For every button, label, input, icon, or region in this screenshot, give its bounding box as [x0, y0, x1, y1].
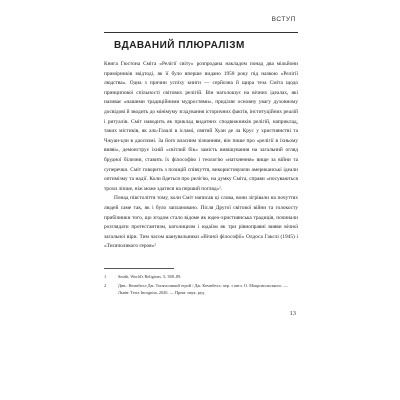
section-title: ВДАВАНИЙ ПЛЮРАЛІЗМ: [114, 40, 245, 51]
footnote-text: Smith, World's Religions. 5, 388–89.: [118, 274, 182, 279]
footnotes: [104, 274, 298, 298]
running-head: ВСТУП: [271, 16, 296, 23]
body-text: [104, 60, 298, 252]
footnote: [104, 274, 298, 281]
footnote: [104, 283, 298, 297]
footnote-number: 1: [104, 274, 107, 279]
footnote-rule: [104, 268, 174, 269]
paragraph: Понад півстоліття тому, коли Сміт написав ці слова, вони зігрівали на почуттях людей саме так, як і було заплановано. Після Другої світової війни та голокосту прибічники того, що згодом стало відоме як юдео-християнська традиція, починали розглядати протестантизм, католицизм і юдаїзм як три рівноправні вияви вічної загальної віри. Тим часом шанувальники «Вічної філософії» Олдоса Гакслі (1945) і «Тисячоликого героя»²: [104, 195, 298, 250]
header-rule: [104, 32, 298, 33]
paragraph: Книга Гюстона Сміта «Релігії світу» розпродана накладом понад два мільйони примірників звідтоді, як її було вперше видано 1958 року під назвою «Релігії людства». Одна з причин успіху книги — серйозна й щира теза Сміта щодо принципової спільності світових релігій. Він наголошує на вічних ідеалах, які називає «нашими традиційними мудростями», приділяє основну увагу духовному досвідові й зводить до мінімуму згадування історичних фактів, інституційних реалій і ритуалів. Сміт наводить як приклад видатних сподвижників релігій, наприклад, таких містиків, як аль-Газалі в ісламі, святий Хуан де ла Крус у християнстві та Чжуан-цзи в даосизмі. За його власним зізнанням, він пише про «релігії в їхньому вияві», демонструє їхній «світлий бік» замість вивішування на загальний огляд брудної білизни, ставить їх філософію і теологію «натхнення» вище за війни та суперечки. Сміт говорить з позицій співчуття, використовуючи американські ідеали оптимізму та надії. Коли йдеться про релігію, на думку Сміта, справи «посуваються трохи ліпше, ніж може здатися на перший погляд»¹.: [104, 61, 298, 192]
page-number: 13: [289, 310, 296, 317]
footnote-text: Див.: Кемпбелл Дж. Тисячоликий герой / Дж. Кемпбелл; пер. з англ. О. Мокровольського. — Львів: Terra Incognita, 2020. — Прим. наук. ред.: [118, 282, 288, 295]
footnote-number: 2: [104, 282, 107, 288]
